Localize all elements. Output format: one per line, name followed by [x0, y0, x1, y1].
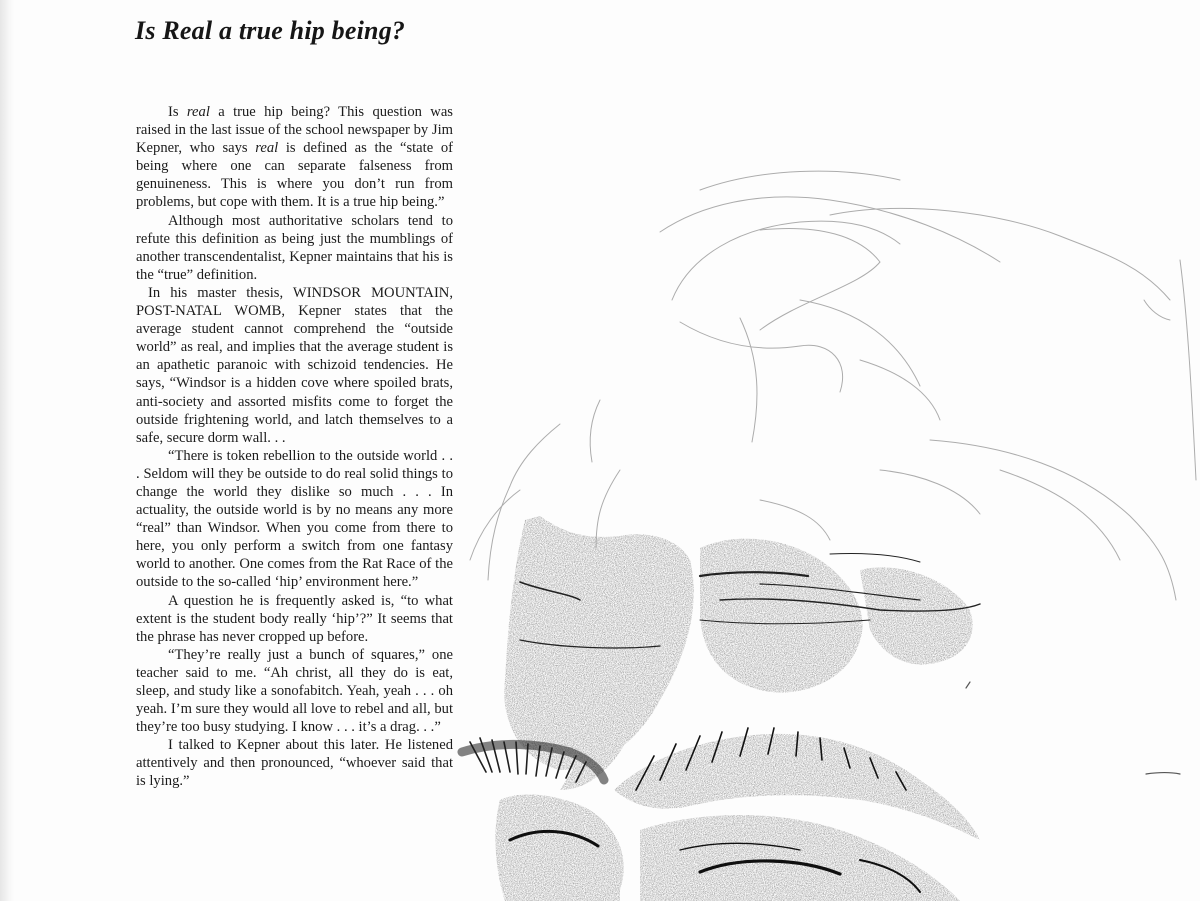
left-eyebrow [462, 738, 604, 782]
right-eyebrow [614, 734, 980, 840]
article-paragraph-6: “They’re really just a bunch of squares,” one teacher said to me. “Ah christ, all they do is eat, sleep, and study like a sonofabitch. Yeah, yeah . . . oh yeah. I’m sure they would all love to rebel and all, but they’re too busy studying. I know . . . it’s a drag. . .” [136, 646, 453, 736]
article-paragraph-2: Although most authoritative scholars tend to refute this definition as being just the mumblings of another transcendentalist, Kepner maintains that his is the “true” definition. [136, 212, 453, 283]
article-paragraph-5: A question he is frequently asked is, “to what extent is the student body really ‘hip’?” It seems that the phrase has never cropped up before. [136, 592, 453, 645]
article-paragraph-3: In his master thesis, WINDSOR MOUNTAIN, POST-NATAL WOMB, Kepner states that the average student cannot comprehend the “outside world” as real, and implies that the average student is an apathetic paranoic with schizoid tendencies. He says, “Windsor is a hidden cove where spoiled brats, anti-society and assorted misfits come to forget the outside frightening world, and latch themselves to a safe, secure dorm wall. . . [136, 284, 453, 446]
article-body [136, 103, 453, 791]
article-paragraph-4: “There is token rebellion to the outside world . . . Seldom will they be outside to do real solid things to change the world they dislike so much . . . In actuality, the outside world is by no means any more “real” than Windsor. When you come from there to here, you only perform a switch from one fantasy world to another. One comes from the Rat Race of the outside to the so-called ‘hip’ environment here.” [136, 447, 453, 591]
wrinkle-lines [520, 553, 980, 648]
article-paragraph-7: I talked to Kepner about this later. He listened attentively and then pronounced, “whoever said that is lying.” [136, 737, 453, 790]
page-edge-shadow [0, 0, 14, 901]
article-paragraph-1: Is real a true hip being? This question was raised in the last issue of the school newspaper by Jim Kepner, who says real is defined as the “state of being where one can separate falseness from genuineness. This is where you don’t run from problems, but cope with them. It is a true hip being.” [136, 104, 453, 211]
eye-lines [510, 831, 920, 892]
right-eyebrow-hatching [636, 728, 906, 790]
eye-region [495, 795, 960, 901]
article-headline: Is Real a true hip being? [135, 16, 406, 45]
stray-marks [966, 682, 1180, 774]
face-shading [504, 516, 972, 790]
hair-strokes [470, 171, 1196, 600]
